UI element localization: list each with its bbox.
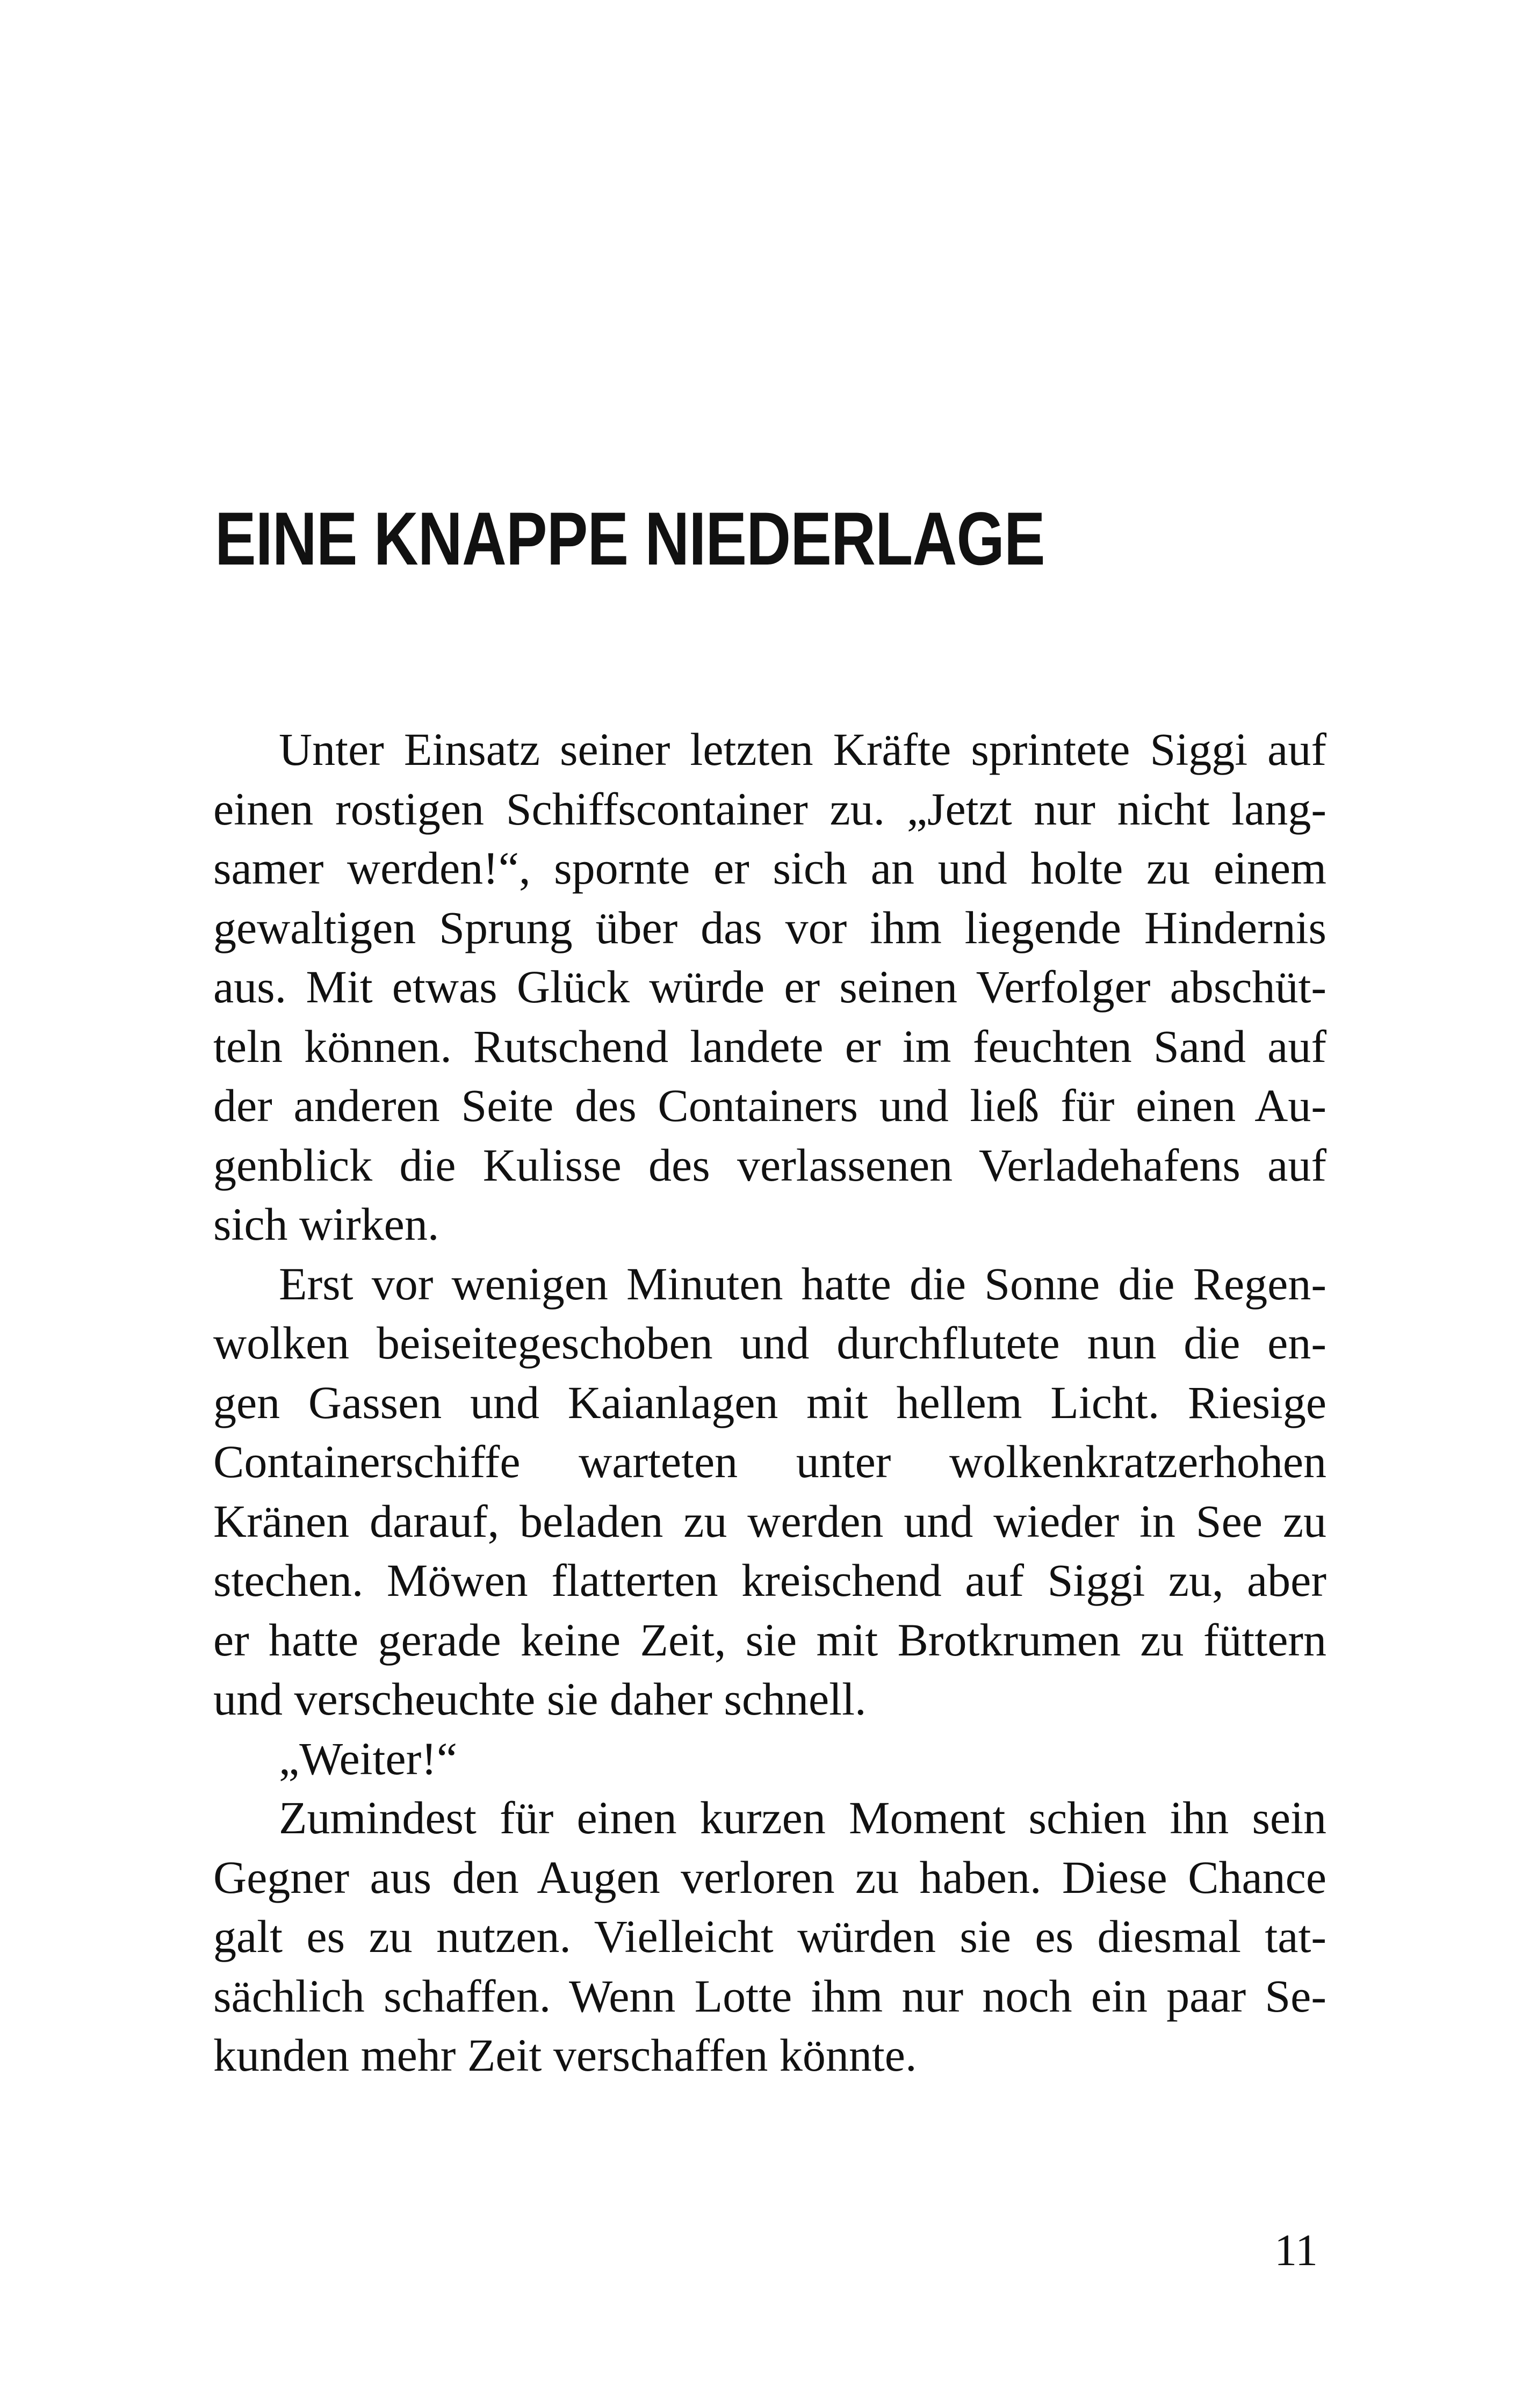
text-line: stechen. Möwen flatterten kreischend auf Siggi zu, aber (213, 1554, 1326, 1606)
text-line: gewaltigen Sprung über das vor ihm liegende Hindernis (213, 901, 1326, 953)
text-line: sich wirken. (213, 1198, 439, 1250)
text-line: Containerschiffe warteten unter wolkenkratzerhohen (213, 1436, 1326, 1487)
text-line: Zumindest für einen kurzen Moment schien ihn sein (279, 1792, 1326, 1843)
body-text (213, 720, 1326, 2085)
text-line: Unter Einsatz seiner letzten Kräfte sprintete Siggi auf (279, 724, 1326, 775)
page-number: 11 (1274, 2225, 1318, 2275)
text-line: Erst vor wenigen Minuten hatte die Sonne die Regen- (279, 1257, 1326, 1310)
chapter-title: EINE KNAPPE NIEDERLAGE (215, 496, 1045, 581)
text-line: „Weiter!“ (279, 1732, 458, 1784)
text-line: sächlich schaffen. Wenn Lotte ihm nur noch ein paar Se- (213, 1970, 1326, 2022)
text-line: kunden mehr Zeit verschaffen könnte. (213, 2029, 917, 2081)
text-line: und verscheuchte sie daher schnell. (213, 1673, 867, 1725)
text-line: teln können. Rutschend landete er im feuchten Sand auf (213, 1020, 1326, 1072)
text-line: Kränen darauf, beladen zu werden und wieder in See zu (213, 1495, 1326, 1547)
text-line: einen rostigen Schiffscontainer zu. „Jetzt nur nicht lang- (213, 783, 1326, 835)
text-line: der anderen Seite des Containers und ließ für einen Au- (213, 1080, 1326, 1131)
text-line: aus. Mit etwas Glück würde er seinen Verfolger abschüt- (213, 961, 1326, 1013)
text-line: samer werden!“, spornte er sich an und holte zu einem (213, 842, 1326, 894)
text-line: galt es zu nutzen. Vielleicht würden sie es diesmal tat- (213, 1911, 1326, 1962)
text-line: Gegner aus den Augen verloren zu haben. Diese Chance (213, 1851, 1326, 1903)
text-line: genblick die Kulisse des verlassenen Verladehafens auf (213, 1139, 1326, 1191)
text-line: er hatte gerade keine Zeit, sie mit Brotkrumen zu füttern (213, 1614, 1326, 1666)
text-line: wolken beiseitegeschoben und durchflutete nun die en- (213, 1317, 1326, 1369)
text-line: gen Gassen und Kaianlagen mit hellem Licht. Riesige (213, 1376, 1326, 1428)
